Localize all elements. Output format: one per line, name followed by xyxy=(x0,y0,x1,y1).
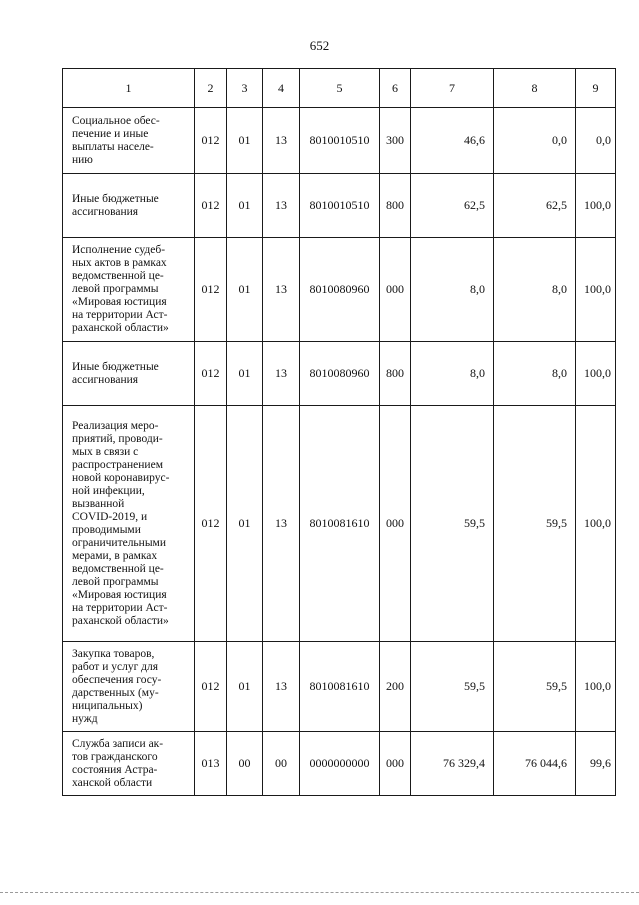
cell-col2: 012 xyxy=(195,108,227,174)
column-header-1: 1 xyxy=(63,69,195,108)
cell-col4: 13 xyxy=(263,406,300,642)
column-header-7: 7 xyxy=(411,69,494,108)
cell-col8: 62,5 xyxy=(494,174,576,238)
cell-col5: 8010010510 xyxy=(300,174,380,238)
cell-col5: 0000000000 xyxy=(300,732,380,796)
cell-col7: 46,6 xyxy=(411,108,494,174)
row-name-cell: Закупка товаров, работ и услуг для обеспечения госу- дарственных (му- ниципальных) нужд xyxy=(63,642,195,732)
table-header-row xyxy=(63,69,616,108)
cell-col7: 8,0 xyxy=(411,238,494,342)
cell-col2: 012 xyxy=(195,342,227,406)
cell-col4: 13 xyxy=(263,342,300,406)
cell-col6: 800 xyxy=(380,342,411,406)
cell-col7: 62,5 xyxy=(411,174,494,238)
cell-col4: 13 xyxy=(263,642,300,732)
cell-col9: 0,0 xyxy=(576,108,616,174)
cell-col8: 0,0 xyxy=(494,108,576,174)
page-number: 652 xyxy=(309,38,330,53)
cell-col3: 01 xyxy=(227,342,263,406)
cell-col3: 01 xyxy=(227,238,263,342)
cell-col8: 76 044,6 xyxy=(494,732,576,796)
cell-col7: 59,5 xyxy=(411,406,494,642)
cell-col4: 00 xyxy=(263,732,300,796)
row-name-cell: Иные бюджетные ассигнования xyxy=(63,174,195,238)
table-row xyxy=(63,108,616,174)
column-header-8: 8 xyxy=(494,69,576,108)
cell-col9: 100,0 xyxy=(576,342,616,406)
table-row xyxy=(63,406,616,642)
cell-col9: 100,0 xyxy=(576,642,616,732)
row-name-cell: Служба записи ак- тов гражданского состояния Астра- ханской области xyxy=(63,732,195,796)
cell-col4: 13 xyxy=(263,108,300,174)
cell-col6: 000 xyxy=(380,732,411,796)
row-name-cell: Реализация меро- приятий, проводи- мых в связи с распространением новой коронавирус- ной инфекции, вызванной COVID-2019, и проводимыми ограничительными мерами, в рамках ведомственной це- левой программы «Мировая юстиция на территории Аст- раханской области» xyxy=(63,406,195,642)
cell-col8: 8,0 xyxy=(494,342,576,406)
table-row xyxy=(63,642,616,732)
cell-col8: 59,5 xyxy=(494,642,576,732)
cell-col3: 01 xyxy=(227,642,263,732)
cell-col3: 00 xyxy=(227,732,263,796)
cell-col6: 000 xyxy=(380,406,411,642)
row-name-cell: Социальное обес- печение и иные выплаты населе- нию xyxy=(63,108,195,174)
cell-col3: 01 xyxy=(227,406,263,642)
cell-col2: 012 xyxy=(195,238,227,342)
page-bottom-divider xyxy=(0,892,639,893)
cell-col4: 13 xyxy=(263,174,300,238)
cell-col6: 300 xyxy=(380,108,411,174)
column-header-2: 2 xyxy=(195,69,227,108)
cell-col3: 01 xyxy=(227,174,263,238)
column-header-5: 5 xyxy=(300,69,380,108)
cell-col7: 59,5 xyxy=(411,642,494,732)
cell-col8: 59,5 xyxy=(494,406,576,642)
cell-col3: 01 xyxy=(227,108,263,174)
cell-col9: 100,0 xyxy=(576,238,616,342)
cell-col7: 76 329,4 xyxy=(411,732,494,796)
cell-col9: 100,0 xyxy=(576,174,616,238)
cell-col9: 100,0 xyxy=(576,406,616,642)
row-name-cell: Исполнение судеб- ных актов в рамках ведомственной це- левой программы «Мировая юстиция на территории Аст- раханской области» xyxy=(63,238,195,342)
cell-col4: 13 xyxy=(263,238,300,342)
cell-col2: 012 xyxy=(195,406,227,642)
table-row xyxy=(63,238,616,342)
table-row xyxy=(63,174,616,238)
cell-col5: 8010080960 xyxy=(300,238,380,342)
table-row xyxy=(63,342,616,406)
cell-col2: 012 xyxy=(195,642,227,732)
column-header-9: 9 xyxy=(576,69,616,108)
budget-table xyxy=(62,68,616,796)
cell-col2: 013 xyxy=(195,732,227,796)
cell-col6: 200 xyxy=(380,642,411,732)
table-row xyxy=(63,732,616,796)
cell-col7: 8,0 xyxy=(411,342,494,406)
cell-col5: 8010010510 xyxy=(300,108,380,174)
cell-col5: 8010081610 xyxy=(300,406,380,642)
row-name-cell: Иные бюджетные ассигнования xyxy=(63,342,195,406)
column-header-4: 4 xyxy=(263,69,300,108)
cell-col5: 8010080960 xyxy=(300,342,380,406)
cell-col5: 8010081610 xyxy=(300,642,380,732)
cell-col2: 012 xyxy=(195,174,227,238)
column-header-6: 6 xyxy=(380,69,411,108)
cell-col6: 000 xyxy=(380,238,411,342)
cell-col9: 99,6 xyxy=(576,732,616,796)
column-header-3: 3 xyxy=(227,69,263,108)
cell-col6: 800 xyxy=(380,174,411,238)
cell-col8: 8,0 xyxy=(494,238,576,342)
